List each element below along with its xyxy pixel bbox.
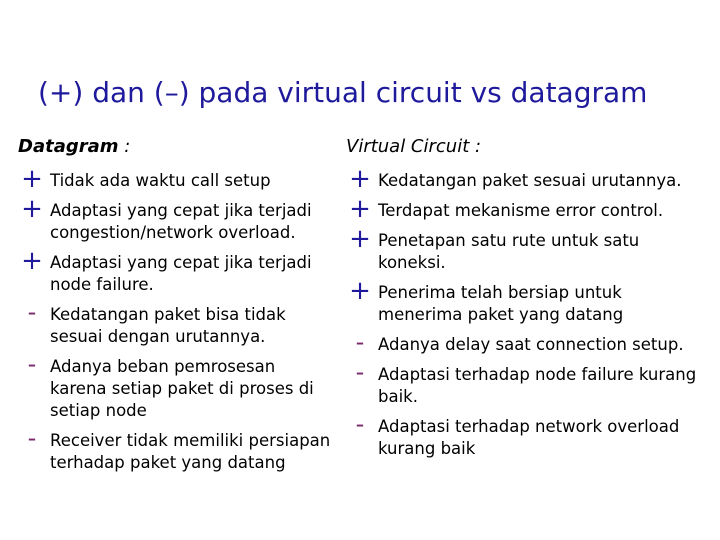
right-item-text: Adanya delay saat connection setup. [378, 335, 684, 354]
datagram-heading-label: Datagram [18, 136, 119, 157]
right-list-item [346, 164, 718, 194]
right-list-item [346, 276, 718, 326]
minus-bullet-icon: - [27, 424, 37, 452]
right-item-text: Penetapan satu rute untuk satu koneksi. [378, 231, 640, 272]
left-item-text: Kedatangan paket bisa tidak sesuai dengan urutannya. [50, 305, 286, 346]
virtual-circuit-heading [346, 136, 718, 158]
left-item-text: Adanya beban pemrosesan karena setiap paket di proses di setiap node [50, 357, 314, 420]
right-list-item [346, 328, 718, 356]
virtual-circuit-column [346, 136, 718, 468]
right-item-text: Adaptasi terhadap network overload kurang baik [378, 417, 680, 458]
plus-bullet-icon: + [21, 246, 43, 276]
minus-bullet-icon: - [355, 328, 365, 356]
right-item-text: Terdapat mekanisme error control. [378, 201, 664, 220]
left-list-item [18, 424, 348, 474]
left-list-item [18, 194, 348, 244]
virtual-circuit-list [346, 164, 718, 460]
left-list-item [18, 246, 348, 296]
right-item-text: Kedatangan paket sesuai urutannya. [378, 171, 682, 190]
datagram-heading [18, 136, 348, 158]
left-list-item [18, 350, 348, 422]
virtual-circuit-heading-label: Virtual Circuit [346, 136, 470, 157]
left-item-text: Adaptasi yang cepat jika terjadi node failure. [50, 253, 312, 294]
minus-bullet-icon: - [27, 350, 37, 378]
plus-bullet-icon: + [21, 164, 43, 194]
plus-bullet-icon: + [349, 194, 371, 224]
left-item-text: Receiver tidak memiliki persiapan terhadap paket yang datang [50, 431, 331, 472]
datagram-heading-colon: : [118, 136, 131, 157]
right-item-text: Penerima telah bersiap untuk menerima paket yang datang [378, 283, 624, 324]
right-list-item [346, 224, 718, 274]
plus-bullet-icon: + [349, 164, 371, 194]
minus-bullet-icon: - [27, 298, 37, 326]
right-list-item [346, 358, 718, 408]
right-list-item [346, 410, 718, 460]
virtual-circuit-heading-colon: : [469, 136, 482, 157]
datagram-list [18, 164, 348, 474]
minus-bullet-icon: - [355, 358, 365, 386]
right-item-text: Adaptasi terhadap node failure kurang baik. [378, 365, 697, 406]
plus-bullet-icon: + [349, 276, 371, 306]
plus-bullet-icon: + [349, 224, 371, 254]
left-list-item [18, 164, 348, 194]
left-item-text: Tidak ada waktu call setup [50, 171, 271, 190]
slide-title: (+) dan (–) pada virtual circuit vs datagram [38, 76, 648, 109]
right-list-item [346, 194, 718, 224]
plus-bullet-icon: + [21, 194, 43, 224]
datagram-column [18, 136, 348, 482]
minus-bullet-icon: - [355, 410, 365, 438]
left-list-item [18, 298, 348, 348]
left-item-text: Adaptasi yang cepat jika terjadi congestion/network overload. [50, 201, 312, 242]
